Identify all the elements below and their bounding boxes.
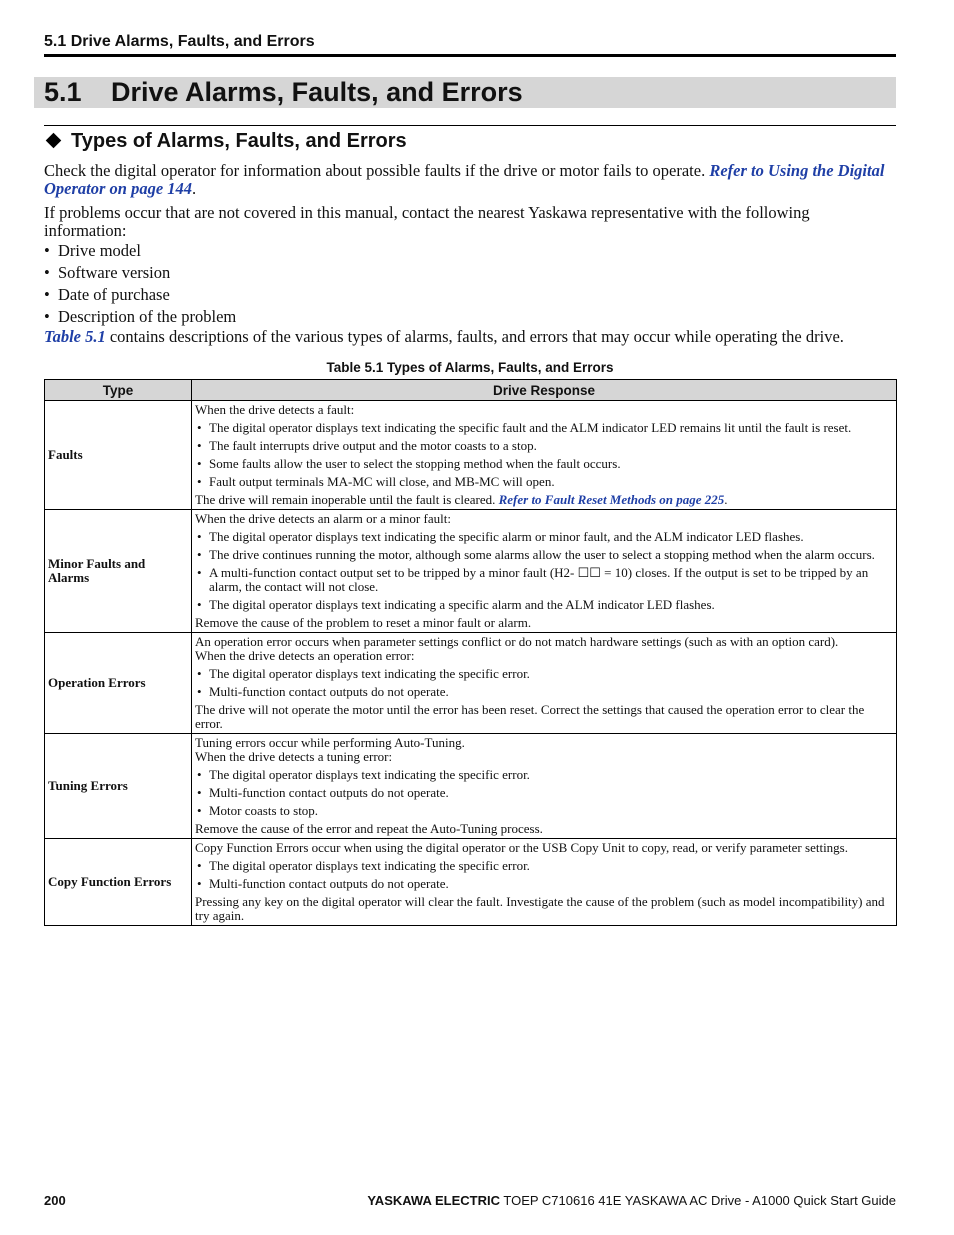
table-row xyxy=(45,839,897,926)
response-bullet-list xyxy=(195,768,894,818)
list-item: • Software version xyxy=(44,263,171,282)
closing-text-end: . xyxy=(724,492,728,507)
table-row xyxy=(45,734,897,839)
section-heading-text: Types of Alarms, Faults, and Errors xyxy=(71,130,407,152)
list-item: • The drive continues running the motor, although some alarms allow the user to select a stopping method when the alarm occurs. xyxy=(195,548,894,562)
response-closing-text xyxy=(195,822,894,836)
footer-doc-title: TOEP C710616 41E YASKAWA AC Drive - A1000 Quick Start Guide xyxy=(500,1193,896,1208)
running-header: 5.1 Drive Alarms, Faults, and Errors xyxy=(44,33,315,50)
list-item: • The digital operator displays text indicating the specific error. xyxy=(195,768,894,782)
list-item: • Fault output terminals MA-MC will close, and MB-MC will open. xyxy=(195,475,894,489)
row-response-cell xyxy=(192,839,897,926)
list-item: • The fault interrupts drive output and the motor coasts to a stop. xyxy=(195,439,894,453)
table-row xyxy=(45,510,897,633)
list-item: • Multi-function contact outputs do not operate. xyxy=(195,877,894,891)
response-closing-text xyxy=(195,895,894,923)
list-item: • Some faults allow the user to select the stopping method when the fault occurs. xyxy=(195,457,894,471)
section-heading xyxy=(44,129,407,153)
response-intro-text: Copy Function Errors occur when using the digital operator or the USB Copy Unit to copy, read, or verify parameter settings. xyxy=(195,840,848,855)
list-item: • A multi-function contact output set to be tripped by a minor fault (H2- ☐☐ = 10) closes. If the output is set to be tripped by an alarm, the contact will not close. xyxy=(195,566,894,594)
row-type-cell: Minor Faults and Alarms xyxy=(45,510,192,633)
response-bullet-list xyxy=(195,530,894,612)
list-item: • Multi-function contact outputs do not operate. xyxy=(195,786,894,800)
list-item-text: Date of purchase xyxy=(58,285,170,304)
row-type-cell: Tuning Errors xyxy=(45,734,192,839)
row-response-cell xyxy=(192,401,897,510)
list-item: • The digital operator displays text indicating the specific fault and the ALM indicator LED remains lit until the fault is reset. xyxy=(195,421,894,435)
response-intro-text: When the drive detects an operation error: xyxy=(195,648,415,663)
response-intro-text: An operation error occurs when parameter settings conflict or do not match hardware settings (such as with an option card). xyxy=(195,634,839,649)
column-header-type: Type xyxy=(45,380,192,401)
table-caption: Table 5.1 Types of Alarms, Faults, and Errors xyxy=(326,360,614,375)
list-item: • Date of purchase xyxy=(44,285,170,304)
header-rule xyxy=(44,54,896,57)
intro-paragraph-2: If problems occur that are not covered in this manual, contact the nearest Yaskawa representative with the following information: xyxy=(44,203,810,240)
list-item: • The digital operator displays text indicating the specific alarm or minor fault, and the ALM indicator LED flashes. xyxy=(195,530,894,544)
response-intro-text: When the drive detects a fault: xyxy=(195,402,355,417)
list-item: • The digital operator displays text indicating the specific error. xyxy=(195,667,894,681)
response-closing-text xyxy=(195,703,894,731)
intro-paragraph-1 xyxy=(44,162,896,198)
row-type-cell: Faults xyxy=(45,401,192,510)
chapter-title-text: Drive Alarms, Faults, and Errors xyxy=(111,77,523,107)
list-item: • Motor coasts to stop. xyxy=(195,804,894,818)
response-bullet-list xyxy=(195,421,894,489)
intro-p1-text: Check the digital operator for information about possible faults if the drive or motor fails to operate. xyxy=(44,161,710,180)
types-table xyxy=(44,379,897,926)
table-header-row xyxy=(45,380,897,401)
response-bullet-list xyxy=(195,667,894,699)
closing-text: The drive will remain inoperable until the fault is cleared. xyxy=(195,492,499,507)
response-bullet-list xyxy=(195,859,894,891)
closing-text: The drive will not operate the motor until the error has been reset. Correct the settings that caused the operation error to clear the error. xyxy=(195,702,865,731)
table-row xyxy=(45,633,897,734)
section-rule xyxy=(44,125,896,126)
list-item: • Drive model xyxy=(44,241,141,260)
response-intro-text: When the drive detects an alarm or a minor fault: xyxy=(195,511,451,526)
page-number: 200 xyxy=(44,1193,66,1208)
link-fault-reset-methods[interactable]: Refer to Fault Reset Methods on page 225 xyxy=(498,492,725,507)
chapter-number: 5.1 xyxy=(44,77,82,107)
row-response-cell xyxy=(192,633,897,734)
intro-text xyxy=(44,162,896,346)
footer-document-info xyxy=(367,1193,896,1208)
chapter-title xyxy=(44,77,523,108)
intro-p1-end: . xyxy=(192,179,197,198)
list-item: • The digital operator displays text indicating a specific alarm and the ALM indicator LED flashes. xyxy=(195,598,894,612)
list-item: • Description of the problem xyxy=(44,307,237,326)
response-closing-text xyxy=(195,493,894,507)
response-intro-text: Tuning errors occur while performing Auto-Tuning. xyxy=(195,735,465,750)
link-using-digital-operator[interactable]: Refer to Using the Digital Operator on page 144 xyxy=(44,161,885,198)
footer-brand: YASKAWA ELECTRIC xyxy=(367,1193,500,1208)
closing-text: Pressing any key on the digital operator will clear the fault. Investigate the cause of the problem (such as model incompatibility) and try again. xyxy=(195,894,885,923)
list-item-text: Drive model xyxy=(58,241,141,260)
list-item: • The digital operator displays text indicating the specific error. xyxy=(195,859,894,873)
list-item-text: Software version xyxy=(58,263,171,282)
response-intro-text: When the drive detects a tuning error: xyxy=(195,749,393,764)
info-list xyxy=(44,240,896,328)
intro-paragraph-3 xyxy=(44,328,896,346)
closing-text: Remove the cause of the error and repeat the Auto-Tuning process. xyxy=(195,821,543,836)
row-response-cell xyxy=(192,510,897,633)
intro-p3-text: contains descriptions of the various types of alarms, faults, and errors that may occur while operating the drive. xyxy=(105,327,844,346)
link-table-5-1[interactable]: Table 5.1 xyxy=(44,327,106,346)
row-response-cell xyxy=(192,734,897,839)
list-item: • Multi-function contact outputs do not operate. xyxy=(195,685,894,699)
diamond-bullet-icon xyxy=(46,133,62,149)
column-header-drive-response: Drive Response xyxy=(192,380,897,401)
row-type-cell: Operation Errors xyxy=(45,633,192,734)
list-item-text: Description of the problem xyxy=(58,307,237,326)
row-type-cell: Copy Function Errors xyxy=(45,839,192,926)
closing-text: Remove the cause of the problem to reset a minor fault or alarm. xyxy=(195,615,532,630)
table-row xyxy=(45,401,897,510)
response-closing-text xyxy=(195,616,894,630)
